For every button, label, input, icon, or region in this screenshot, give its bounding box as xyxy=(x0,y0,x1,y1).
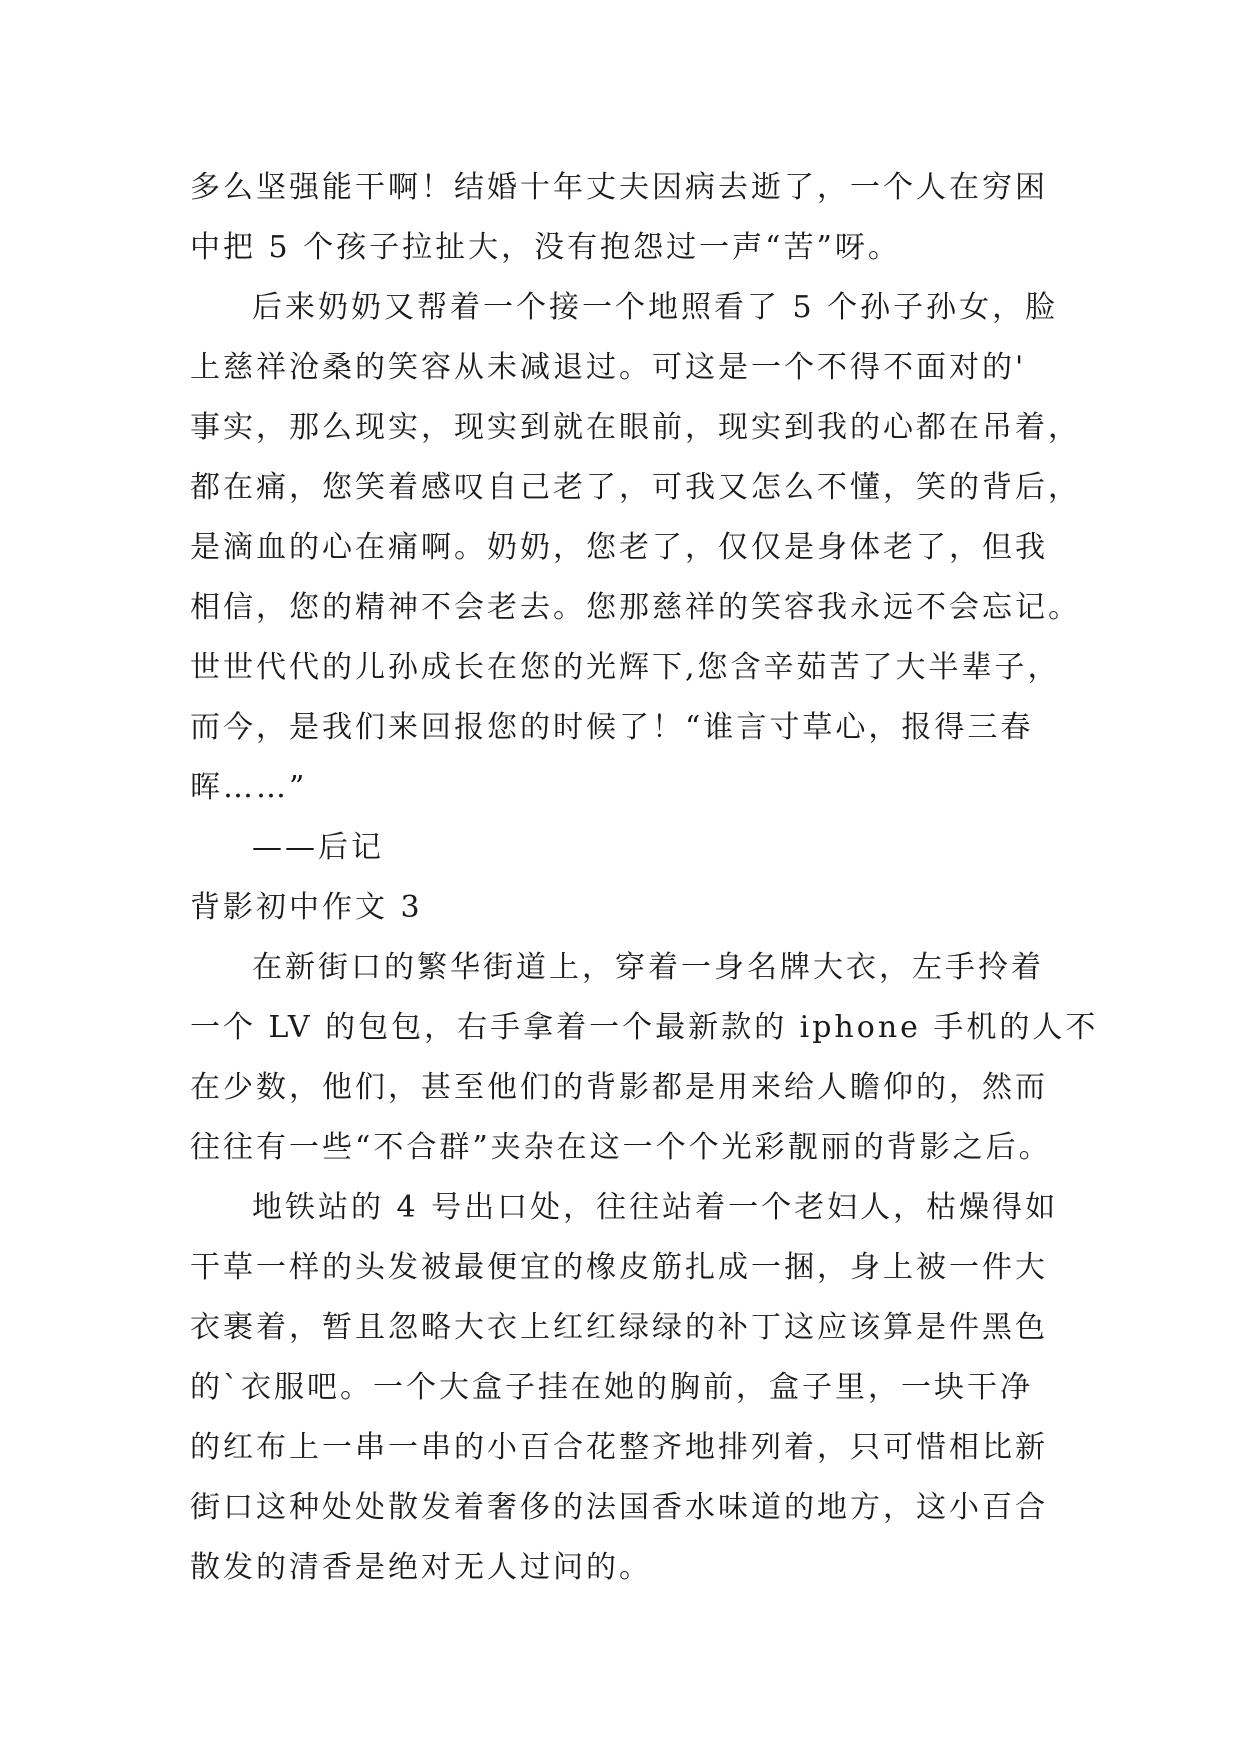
paragraph-start-line: 地铁站的 4 号出口处，往往站着一个老妇人，枯燥得如 xyxy=(252,1190,1059,1225)
text-line: 而今，是我们来回报您的时候了！“谁言寸草心，报得三春 xyxy=(190,710,1034,745)
text-line: 都在痛，您笑着感叹自己老了，可我又怎么不懂，笑的背后， xyxy=(190,470,1081,505)
text-line: 的`衣服吧。一个大盒子挂在她的胸前，盒子里，一块干净 xyxy=(190,1370,1033,1405)
text-line: 街口这种处处散发着奢侈的法国香水味道的地方，这小百合 xyxy=(190,1490,1048,1525)
text-line: 是滴血的心在痛啊。奶奶，您老了，仅仅是身体老了，但我 xyxy=(190,530,1048,565)
paragraph-start-line: 在新街口的繁华街道上，穿着一身名牌大衣，左手拎着 xyxy=(252,950,1044,985)
text-line: 在少数，他们，甚至他们的背影都是用来给人瞻仰的，然而 xyxy=(190,1070,1048,1105)
text-line: 多么坚强能干啊！结婚十年丈夫因病去逝了，一个人在穷困 xyxy=(190,170,1048,205)
section-heading: 背影初中作文 3 xyxy=(190,890,423,925)
text-line: 一个 LV 的包包，右手拿着一个最新款的 iphone 手机的人不 xyxy=(190,1010,1099,1045)
text-line: 相信，您的精神不会老去。您那慈祥的笑容我永远不会忘记。 xyxy=(190,590,1081,625)
paragraph-start-line: 后来奶奶又帮着一个接一个地照看了 5 个孙子孙女，脸 xyxy=(252,290,1059,325)
text-line: 上慈祥沧桑的笑容从未减退过。可这是一个不得不面对的' xyxy=(190,350,1027,385)
afterword-signature: ——后记 xyxy=(252,830,384,865)
text-line: 事实，那么现实，现实到就在眼前，现实到我的心都在吊着， xyxy=(190,410,1081,445)
text-line: 衣裹着，暂且忽略大衣上红红绿绿的补丁这应该算是件黑色 xyxy=(190,1310,1048,1345)
text-line: 干草一样的头发被最便宜的橡皮筋扎成一捆，身上被一件大 xyxy=(190,1250,1048,1285)
text-line: 往往有一些“不合群”夹杂在这一个个光彩靓丽的背影之后。 xyxy=(190,1130,1052,1165)
text-line: 的红布上一串一串的小百合花整齐地排列着，只可惜相比新 xyxy=(190,1430,1048,1465)
text-line: 散发的清香是绝对无人过问的。 xyxy=(190,1550,652,1585)
text-line: 中把 5 个孩子拉扯大，没有抱怨过一声“苦”呀。 xyxy=(190,230,901,265)
text-line: 世世代代的儿孙成长在您的光辉下,您含辛茹苦了大半辈子， xyxy=(190,650,1061,685)
text-line: 晖……” xyxy=(190,770,308,805)
